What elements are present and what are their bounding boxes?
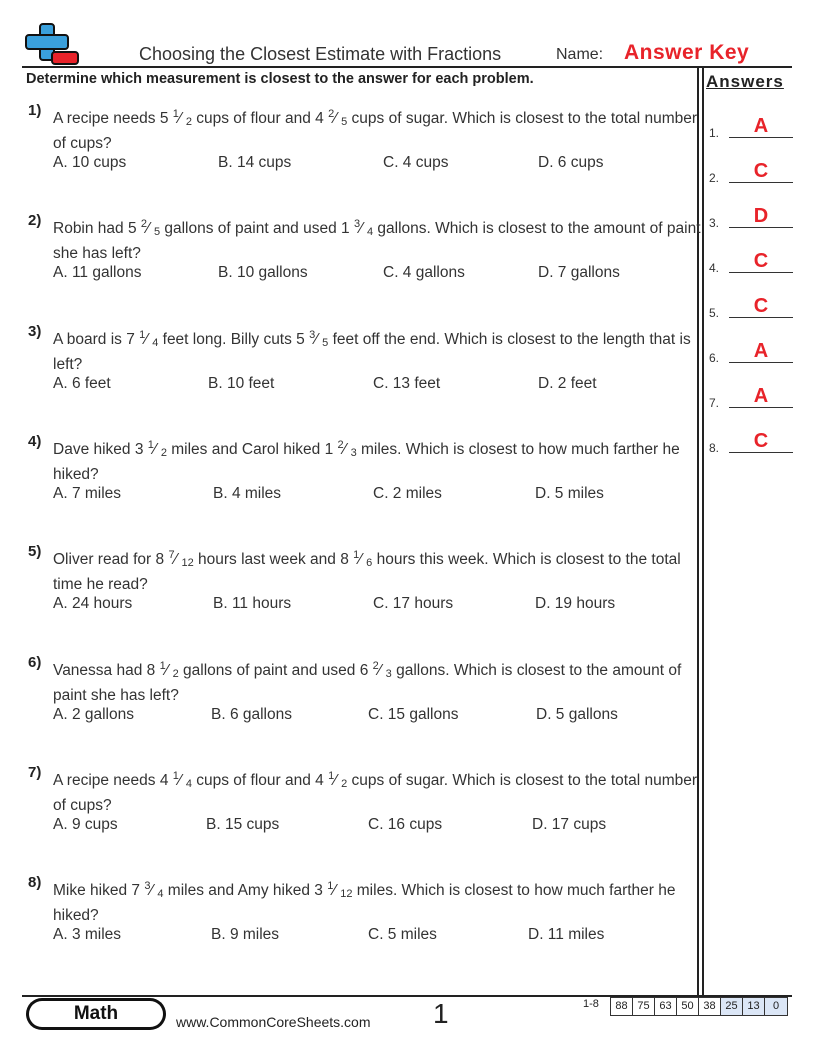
- answer-choice: B. 9 miles: [211, 926, 280, 943]
- answer-choice: C. 5 miles: [368, 926, 437, 943]
- answer-choice: C. 17 hours: [373, 595, 454, 612]
- fraction-denominator: 3: [350, 447, 357, 459]
- instructions: Determine which measurement is closest to the answer for each problem.: [26, 71, 534, 87]
- fraction-denominator: 12: [181, 557, 194, 569]
- answer-number: 1.: [709, 126, 720, 140]
- question-number: 8): [28, 874, 42, 891]
- answer-choice: B. 15 cups: [206, 816, 280, 833]
- question-text: [53, 213, 703, 265]
- answer-choice: C. 4 gallons: [383, 264, 465, 281]
- header-divider: [22, 66, 792, 68]
- question-text-part: ⁄: [153, 441, 161, 458]
- question-text: [53, 875, 703, 927]
- question-text-part: cups of flour and 4: [191, 772, 329, 789]
- answer-choice: D. 11 miles: [528, 926, 605, 943]
- question-text-part: gallons. Which is closest to the amount of paint she has left?: [53, 220, 701, 262]
- question-text-part: miles and Carol hiked 1: [166, 441, 338, 458]
- question-text-part: ⁄: [359, 551, 367, 568]
- answer-number: 3.: [709, 216, 720, 230]
- question-text-part: ⁄: [360, 220, 367, 237]
- question-text-part: A board is 7: [53, 331, 140, 348]
- answer-letter: C: [753, 430, 769, 452]
- question-text-part: miles and Amy hiked 3: [163, 882, 328, 899]
- question-text-part: ⁄: [150, 882, 158, 899]
- answer-choice: D. 5 gallons: [536, 706, 618, 723]
- question-text-part: ⁄: [147, 220, 154, 237]
- answer-letter: A: [753, 340, 769, 362]
- fraction-denominator: 2: [185, 116, 192, 128]
- question-text-part: gallons of paint and used 1: [160, 220, 354, 237]
- plus-minus-logo-icon: [24, 22, 80, 68]
- fraction-denominator: 2: [160, 447, 167, 459]
- answer-number: 2.: [709, 171, 720, 185]
- answer-choice: B. 4 miles: [213, 485, 282, 502]
- answer-choice: B. 11 hours: [213, 595, 292, 612]
- score-cell: 50: [677, 998, 699, 1015]
- page-number: 1: [433, 998, 449, 1029]
- question-block: [28, 102, 698, 182]
- question-block: [28, 654, 698, 734]
- answer-choice: B. 14 cups: [218, 154, 292, 171]
- fraction-numerator: 1: [172, 108, 179, 120]
- score-cell: 25: [721, 998, 743, 1015]
- question-text-part: ⁄: [333, 882, 341, 899]
- subject-badge: [26, 998, 166, 1030]
- answer-choice: C. 15 gallons: [368, 706, 459, 723]
- question-text-part: Vanessa had 8: [53, 662, 160, 679]
- answer-choice: D. 17 cups: [532, 816, 607, 833]
- fraction-denominator: 2: [341, 778, 348, 790]
- question-text-part: feet long. Billy cuts 5: [158, 331, 310, 348]
- answer-choice: C. 16 cups: [368, 816, 443, 833]
- fraction-denominator: 6: [366, 557, 373, 569]
- score-cell: 38: [699, 998, 721, 1015]
- question-text: [53, 655, 703, 707]
- question-text-part: ⁄: [178, 772, 186, 789]
- question-text-part: A recipe needs 4: [53, 772, 173, 789]
- answer-number: 4.: [709, 261, 720, 275]
- answer-row: [709, 380, 793, 410]
- answer-choice: A. 10 cups: [53, 154, 127, 171]
- fraction-denominator: 4: [185, 778, 192, 790]
- answer-choice: A. 9 cups: [53, 816, 118, 833]
- question-number: 6): [28, 654, 42, 671]
- fraction-denominator: 4: [152, 337, 159, 349]
- answers-column-divider: [697, 67, 699, 995]
- score-table: [610, 997, 788, 1016]
- fraction-denominator: 2: [172, 668, 179, 680]
- answer-letter: C: [753, 250, 769, 272]
- score-cell: 88: [611, 998, 633, 1015]
- fraction-numerator: 3: [144, 880, 151, 892]
- fraction-numerator: 1: [139, 329, 146, 341]
- answer-row: [709, 155, 793, 185]
- answer-choice: D. 7 gallons: [538, 264, 620, 281]
- question-text-part: hours this week. Which is closest to the total time he read?: [53, 551, 681, 593]
- fraction-numerator: 2: [337, 439, 344, 451]
- answer-row: [709, 425, 793, 455]
- question-block: [28, 543, 698, 623]
- fraction-numerator: 2: [140, 218, 148, 230]
- answer-choice: D. 19 hours: [535, 595, 616, 612]
- question-block: [28, 323, 698, 403]
- answer-choice: B. 10 gallons: [218, 264, 308, 281]
- question-text: [53, 434, 703, 486]
- question-text-part: ⁄: [145, 331, 153, 348]
- fraction-numerator: 1: [353, 549, 360, 561]
- fraction-numerator: 3: [309, 329, 316, 341]
- question-text-part: ⁄: [334, 110, 342, 127]
- score-cell: 13: [743, 998, 765, 1015]
- question-number: 2): [28, 212, 42, 229]
- answers-column-divider-inner: [702, 67, 704, 995]
- question-text-part: ⁄: [178, 110, 186, 127]
- answer-number: 6.: [709, 351, 720, 365]
- answer-choice: C. 2 miles: [373, 485, 442, 502]
- answer-number: 5.: [709, 306, 720, 320]
- fraction-numerator: 1: [327, 880, 334, 892]
- question-text-part: hours last week and 8: [193, 551, 354, 568]
- answer-letter: A: [753, 385, 769, 407]
- score-range-label: 1-8: [583, 998, 599, 1010]
- question-text-part: miles. Which is closest to how much farther he hiked?: [53, 441, 680, 483]
- question-text-part: gallons of paint and used 6: [178, 662, 373, 679]
- fraction-numerator: 3: [353, 218, 361, 230]
- question-block: [28, 212, 701, 292]
- answer-choice: A. 6 feet: [53, 375, 111, 392]
- fraction-numerator: 1: [147, 439, 154, 451]
- answer-choice: D. 6 cups: [538, 154, 604, 171]
- answer-row: [709, 245, 793, 275]
- question-text: [53, 324, 703, 376]
- question-number: 5): [28, 543, 42, 560]
- answer-row: [709, 200, 793, 230]
- question-text-part: gallons. Which is closest to the amount of paint she has left?: [53, 662, 682, 704]
- fraction-denominator: 3: [385, 668, 392, 680]
- answer-letter: C: [753, 295, 769, 317]
- fraction-numerator: 1: [172, 770, 179, 782]
- answers-heading: Answers: [706, 72, 784, 91]
- question-text: [53, 103, 703, 155]
- question-text-part: Mike hiked 7: [53, 882, 145, 899]
- question-text-part: ⁄: [378, 662, 386, 679]
- subject-label: Math: [29, 1001, 163, 1027]
- question-block: [28, 433, 698, 513]
- answer-choice: A. 11 gallons: [53, 264, 142, 281]
- answer-choice: A. 2 gallons: [53, 706, 134, 723]
- fraction-numerator: 1: [328, 770, 335, 782]
- answer-choice: A. 24 hours: [53, 595, 133, 612]
- fraction-numerator: 7: [168, 549, 175, 561]
- answer-letter: A: [753, 115, 769, 137]
- answer-number: 7.: [709, 396, 720, 410]
- question-text-part: Robin had 5: [53, 220, 141, 237]
- question-number: 1): [28, 102, 42, 119]
- score-cell: 63: [655, 998, 677, 1015]
- question-number: 7): [28, 764, 42, 781]
- website-link[interactable]: www.CommonCoreSheets.com: [176, 1014, 371, 1030]
- question-text-part: A recipe needs 5: [53, 110, 173, 127]
- answer-letter: D: [753, 205, 769, 227]
- question-block: [28, 764, 698, 844]
- question-text-part: ⁄: [174, 551, 182, 568]
- answer-key-label: Answer Key: [624, 41, 750, 64]
- score-cell: 75: [633, 998, 655, 1015]
- answer-letter: C: [753, 160, 769, 182]
- question-text: [53, 544, 703, 596]
- answer-choice: A. 7 miles: [53, 485, 122, 502]
- fraction-numerator: 1: [159, 660, 166, 672]
- answer-row: [709, 335, 793, 365]
- answer-choice: D. 5 miles: [535, 485, 604, 502]
- fraction-denominator: 5: [322, 337, 329, 349]
- question-number: 4): [28, 433, 42, 450]
- fraction-numerator: 2: [372, 660, 379, 672]
- question-text-part: Dave hiked 3: [53, 441, 148, 458]
- question-text-part: Oliver read for 8: [53, 551, 169, 568]
- fraction-denominator: 5: [341, 116, 348, 128]
- question-text-part: ⁄: [343, 441, 351, 458]
- score-cell: 0: [765, 998, 787, 1015]
- fraction-denominator: 4: [367, 226, 374, 238]
- question-text-part: ⁄: [315, 331, 323, 348]
- question-text-part: cups of sugar. Which is closest to the total number of cups?: [53, 772, 698, 814]
- question-text-part: feet off the end. Which is closest to the length that is left?: [53, 331, 691, 373]
- fraction-denominator: 4: [157, 888, 164, 900]
- fraction-denominator: 5: [153, 226, 161, 238]
- question-text-part: cups of sugar. Which is closest to the total number of cups?: [53, 110, 698, 152]
- name-label: Name:: [556, 46, 604, 63]
- fraction-numerator: 2: [328, 108, 335, 120]
- answer-row: [709, 290, 793, 320]
- fraction-denominator: 12: [340, 888, 353, 900]
- question-text: [53, 765, 703, 817]
- answer-choice: C. 4 cups: [383, 154, 449, 171]
- question-number: 3): [28, 323, 42, 340]
- question-text-part: ⁄: [334, 772, 342, 789]
- page-title: Choosing the Closest Estimate with Fractions: [139, 44, 502, 64]
- question-block: [28, 874, 698, 954]
- answer-choice: B. 10 feet: [208, 375, 275, 392]
- answer-number: 8.: [709, 441, 720, 455]
- answer-choice: D. 2 feet: [538, 375, 597, 392]
- answer-row: [709, 110, 793, 140]
- answer-choice: B. 6 gallons: [211, 706, 292, 723]
- answer-choice: A. 3 miles: [53, 926, 122, 943]
- question-text-part: cups of flour and 4: [191, 110, 329, 127]
- answer-choice: C. 13 feet: [373, 375, 441, 392]
- question-text-part: ⁄: [165, 662, 173, 679]
- question-text-part: miles. Which is closest to how much farther he hiked?: [53, 882, 676, 924]
